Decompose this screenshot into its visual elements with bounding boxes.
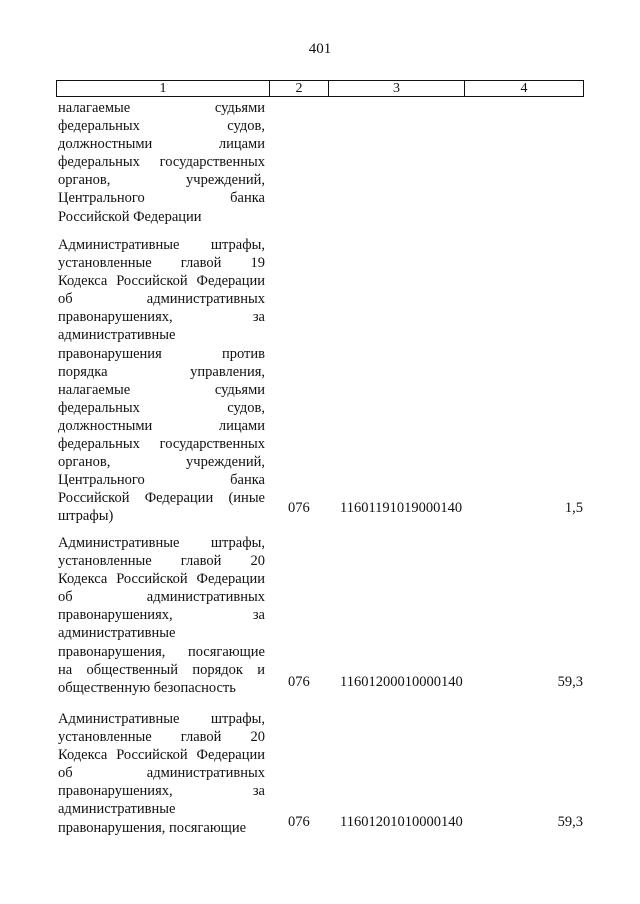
description-line: федеральных судов,	[58, 118, 265, 135]
row-kbk-code: 11601191019000140	[340, 500, 463, 516]
row-description	[58, 710, 265, 837]
description-line: административные	[58, 625, 176, 642]
description-line: Российской Федерации (иные	[58, 490, 265, 507]
description-line: общественную безопасность	[58, 679, 236, 696]
description-line: Кодекса Российской Федерации	[58, 747, 265, 764]
description-line: Кодекса Российской Федерации	[58, 571, 265, 588]
description-line: об административных	[58, 589, 265, 606]
description-line: налагаемые судьями	[58, 100, 265, 116]
description-line: федеральных государственных	[58, 436, 265, 453]
description-line: административные	[58, 327, 176, 344]
description-line: порядка управления,	[58, 363, 265, 380]
header-col-2: 2	[270, 81, 329, 96]
description-line: правонарушения, посягающие	[58, 819, 247, 836]
row-value: 59,3	[557, 814, 583, 830]
description-line: правонарушения против	[58, 345, 265, 362]
description-line: установленные главой 19	[58, 255, 265, 272]
description-line: федеральных судов,	[58, 399, 265, 416]
row-kbk-code: 11601201010000140	[340, 814, 463, 830]
description-line: Административные штрафы,	[58, 535, 265, 551]
row-value: 59,3	[557, 674, 583, 690]
description-line: налагаемые судьями	[58, 381, 265, 398]
description-line: правонарушениях, за	[58, 607, 265, 624]
description-line: установленные главой 20	[58, 729, 265, 746]
row-kbk-code: 11601200010000140	[340, 674, 463, 690]
description-line: правонарушениях, за	[58, 783, 265, 800]
description-line: Центрального банка	[58, 190, 265, 207]
header-col-3: 3	[329, 81, 465, 96]
table-header	[56, 80, 584, 97]
description-line: должностными лицами	[58, 136, 265, 153]
description-line: установленные главой 20	[58, 553, 265, 570]
description-line: органов, учреждений,	[58, 172, 265, 189]
description-line: должностными лицами	[58, 417, 265, 434]
row-admin-code: 076	[288, 814, 310, 830]
description-line: Центрального банка	[58, 472, 265, 489]
description-line: об административных	[58, 765, 265, 782]
row-value: 1,5	[564, 500, 583, 516]
header-col-4: 4	[520, 81, 528, 96]
description-line: Кодекса Российской Федерации	[58, 273, 265, 290]
description-line: об административных	[58, 291, 265, 308]
header-col-1: 1	[57, 81, 270, 96]
description-line: Административные штрафы,	[58, 237, 265, 253]
row-description	[58, 534, 265, 697]
description-line: на общественный порядок и	[58, 661, 265, 678]
row-admin-code: 076	[288, 500, 310, 516]
description-line: штрафы)	[58, 508, 114, 525]
description-line: правонарушениях, за	[58, 309, 265, 326]
description-line: федеральных государственных	[58, 154, 265, 171]
description-line: Российской Федерации	[58, 208, 202, 225]
page-number: 401	[308, 41, 332, 57]
row-admin-code: 076	[288, 674, 310, 690]
description-line: правонарушения, посягающие	[58, 643, 265, 660]
description-line: административные	[58, 801, 176, 818]
row-description	[58, 236, 265, 526]
row-description	[58, 99, 265, 226]
description-line: Административные штрафы,	[58, 711, 265, 727]
description-line: органов, учреждений,	[58, 454, 265, 471]
